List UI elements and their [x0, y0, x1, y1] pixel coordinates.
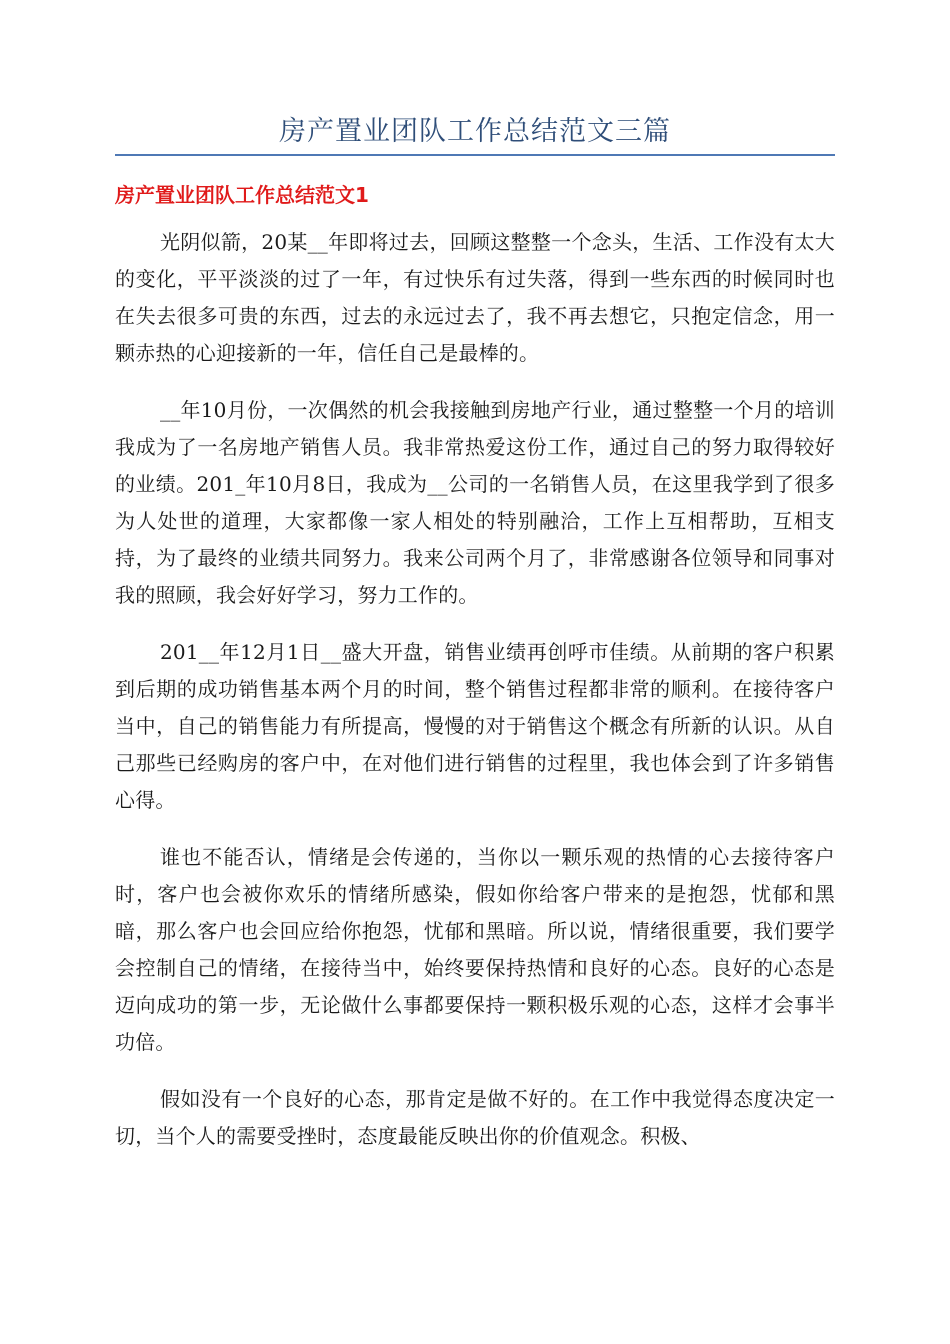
paragraph-4: 谁也不能否认，情绪是会传递的，当你以一颗乐观的热情的心去接待客户时，客户也会被你欢乐的情绪所感染，假如你给客户带来的是抱怨，忧郁和黑暗，那么客户也会回应给你抱怨，忧郁和黑暗。所以说，情绪很重要，我们要学会控制自己的情绪，在接待当中，始终要保持热情和良好的心态。良好的心态是迈向成功的第一步，无论做什么事都要保持一颗积极乐观的心态，这样才会事半功倍。	[115, 845, 835, 1054]
document-title: 房产置业团队工作总结范文三篇	[279, 116, 671, 147]
paragraph-2: __年10月份，一次偶然的机会我接触到房地产行业，通过整整一个月的培训我成为了一名房地产销售人员。我非常热爱这份工作，通过自己的努力取得较好的业绩。201_年10月8日，我成为__公司的一名销售人员，在这里我学到了很多为人处世的道理，大家都像一家人相处的特别融洽，工作上互相帮助，互相支持，为了最终的业绩共同努力。我来公司两个月了，非常感谢各位领导和同事对我的照顾，我会好好学习，努力工作的。	[115, 398, 835, 607]
section-heading: 房产置业团队工作总结范文1	[115, 183, 369, 207]
paragraph-1: 光阴似箭，20某__年即将过去，回顾这整整一个念头，生活、工作没有太大的变化，平平淡淡的过了一年，有过快乐有过失落，得到一些东西的时候同时也在失去很多可贵的东西，过去的永远过去了，我不再去想它，只抱定信念，用一颗赤热的心迎接新的一年，信任自己是最棒的。	[115, 230, 835, 365]
paragraph-5: 假如没有一个良好的心态，那肯定是做不好的。在工作中我觉得态度决定一切，当个人的需要受挫时，态度最能反映出你的价值观念。积极、	[115, 1087, 835, 1148]
paragraph-3: 201__年12月1日__盛大开盘，销售业绩再创呼市佳绩。从前期的客户积累到后期的成功销售基本两个月的时间，整个销售过程都非常的顺利。在接待客户当中，自己的销售能力有所提高，慢慢的对于销售这个概念有所新的认识。从自己那些已经购房的客户中，在对他们进行销售的过程里，我也体会到了许多销售心得。	[115, 640, 835, 812]
title-underline	[115, 154, 835, 156]
body-text	[115, 224, 835, 1175]
